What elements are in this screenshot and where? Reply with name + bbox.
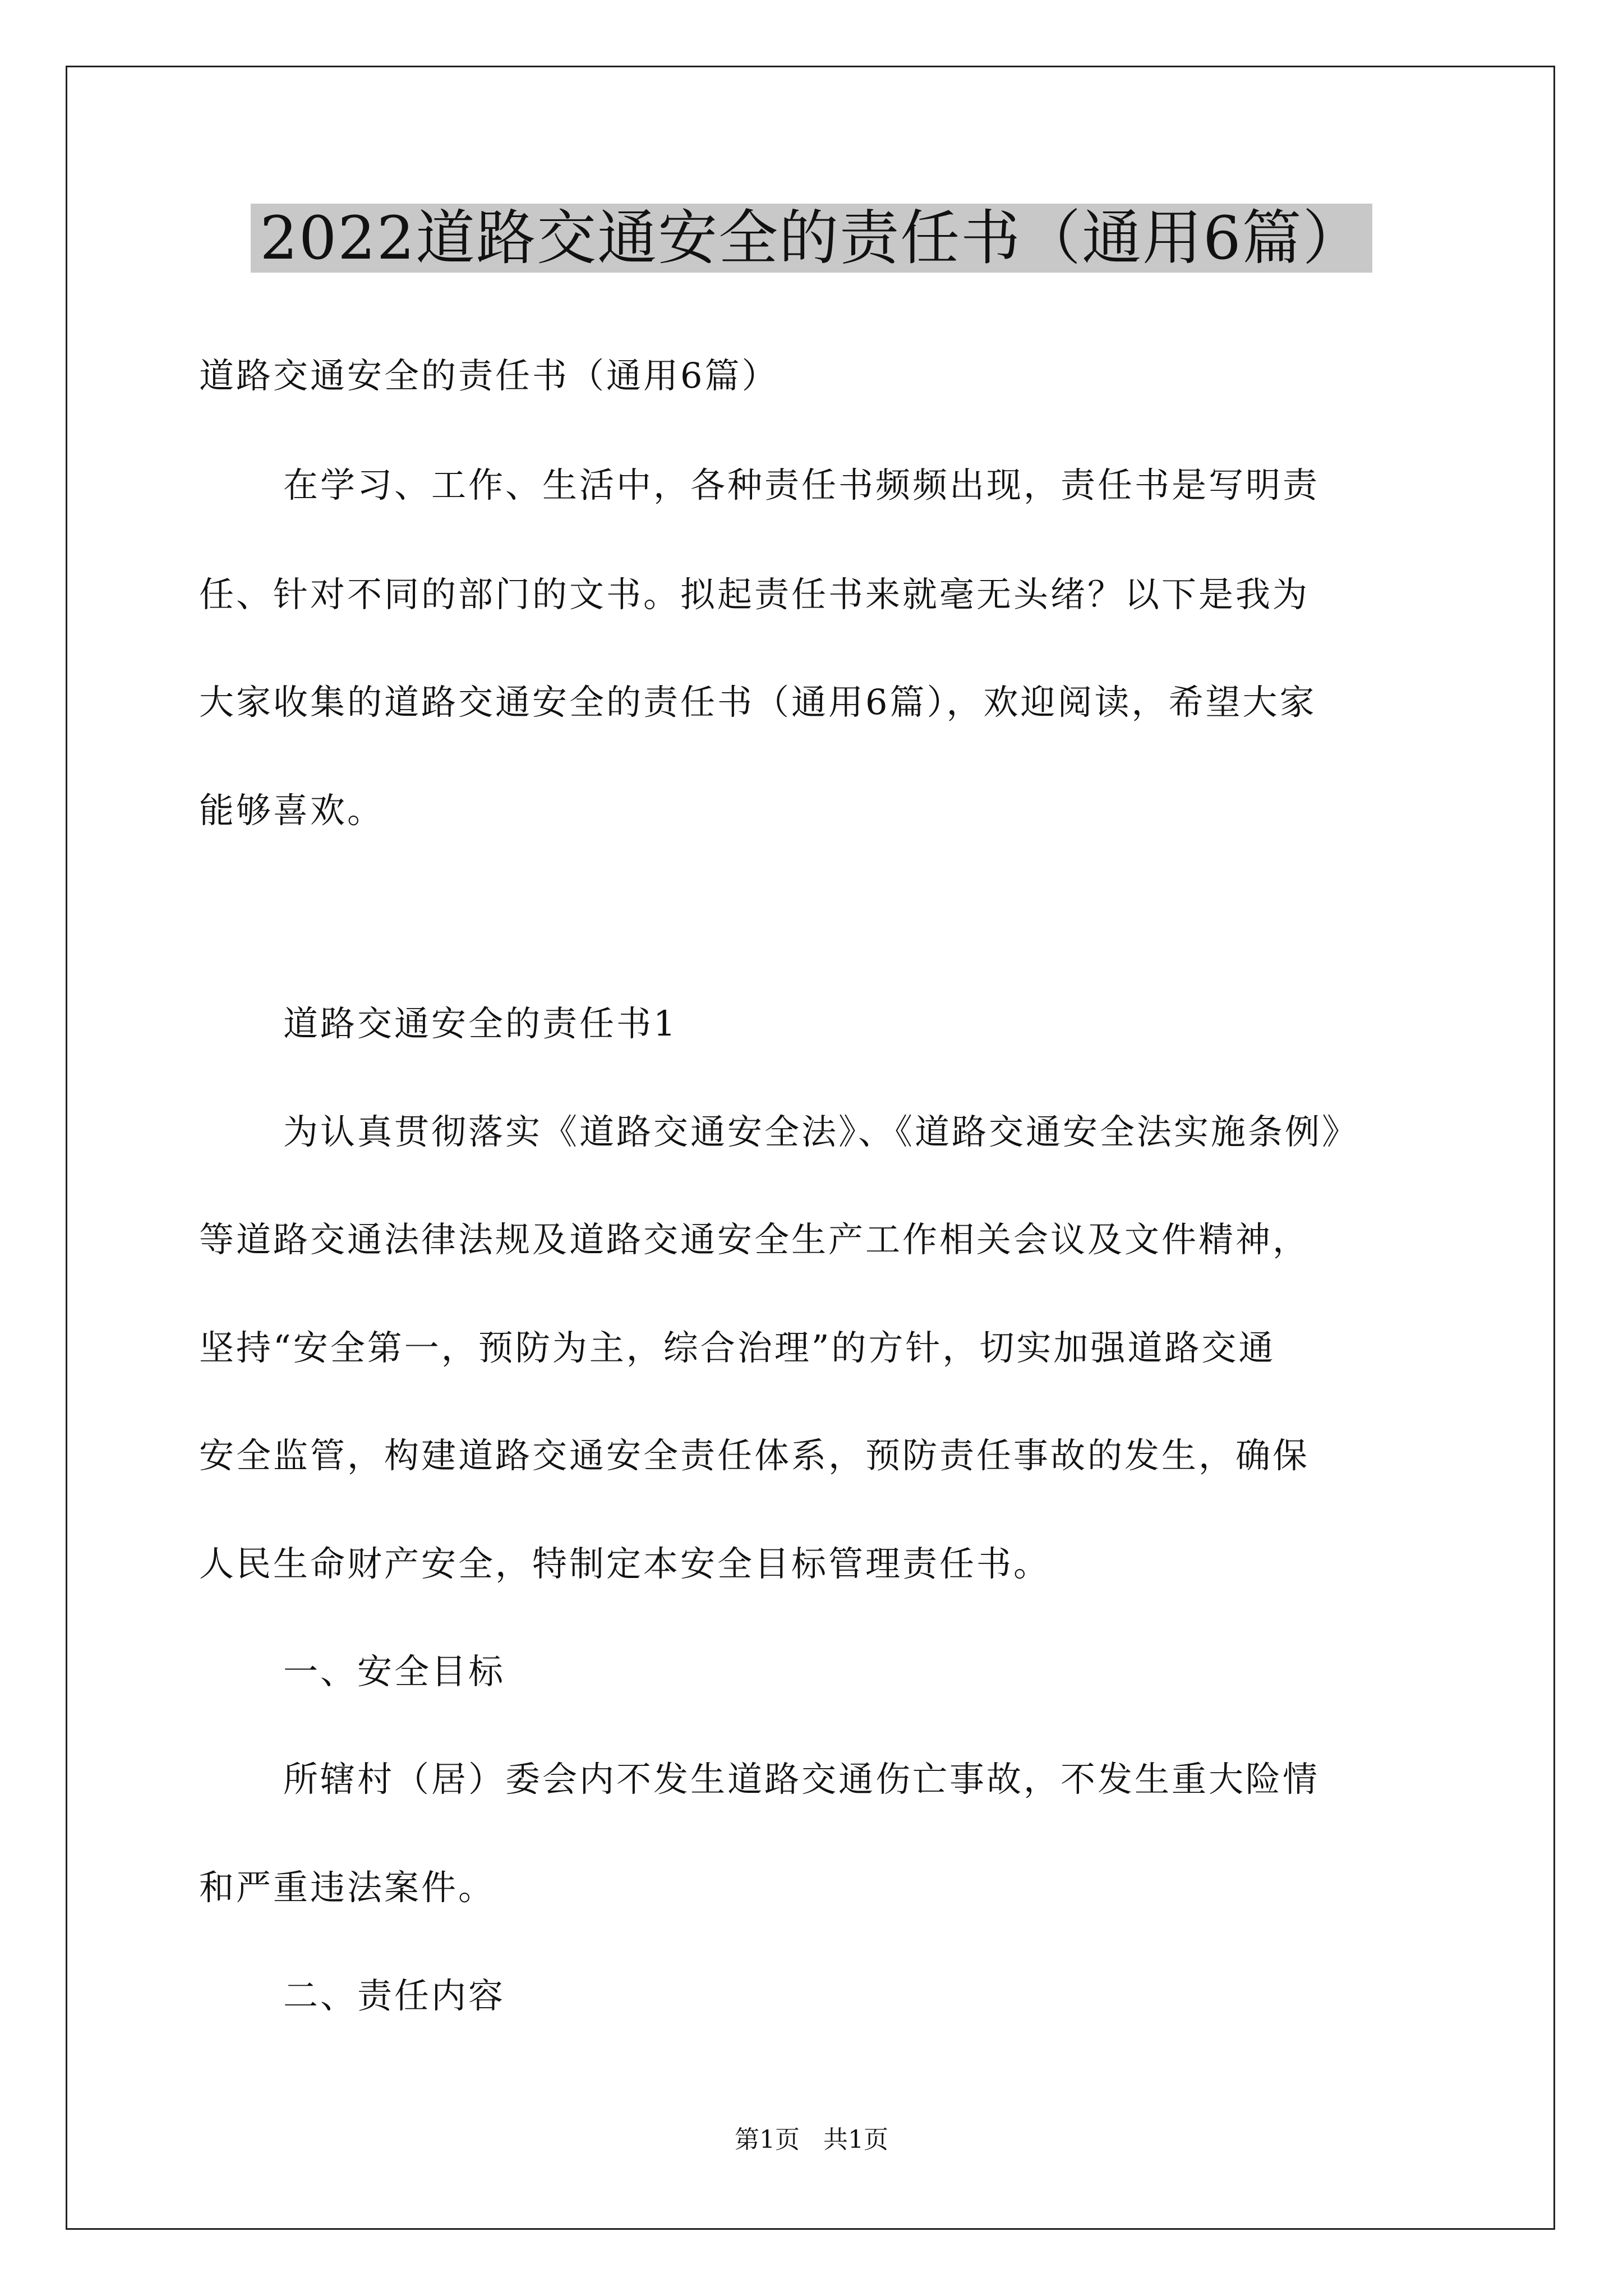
- body-line: 和严重违法案件。: [199, 1867, 496, 1908]
- document-title: [0, 199, 1623, 278]
- section-heading: 道路交通安全的责任书1: [283, 1003, 678, 1044]
- body-line: 能够喜欢。: [199, 790, 385, 831]
- body-line: 所辖村（居）委会内不发生道路交通伤亡事故，不发生重大险情: [283, 1759, 1320, 1800]
- body-line: 任、针对不同的部门的文书。拟起责任书来就毫无头绪？以下是我为: [199, 574, 1310, 615]
- body-line: 为认真贯彻落实《道路交通安全法》、《道路交通安全法实施条例》: [283, 1111, 1359, 1152]
- body-line: 人民生命财产安全，特制定本安全目标管理责任书。: [199, 1543, 1051, 1584]
- body-line: 在学习、工作、生活中，各种责任书频频出现，责任书是写明责: [283, 464, 1320, 505]
- section-heading: 一、安全目标: [283, 1651, 506, 1692]
- section-heading: 二、责任内容: [283, 1975, 506, 2016]
- body-line: 大家收集的道路交通安全的责任书（通用6篇），欢迎阅读，希望大家: [199, 682, 1317, 723]
- page-footer: 第1页 共1页: [735, 2125, 888, 2154]
- document-title-text: 2022道路交通安全的责任书（通用6篇）: [251, 204, 1372, 273]
- body-line: 等道路交通法律法规及道路交通安全生产工作相关会议及文件精神，: [199, 1219, 1310, 1260]
- body-line: 坚持“安全第一，预防为主，综合治理”的方针，切实加强道路交通: [199, 1327, 1276, 1368]
- body-line: 道路交通安全的责任书（通用6篇）: [199, 355, 779, 396]
- body-line: 安全监管，构建道路交通安全责任体系，预防责任事故的发生，确保: [199, 1435, 1310, 1476]
